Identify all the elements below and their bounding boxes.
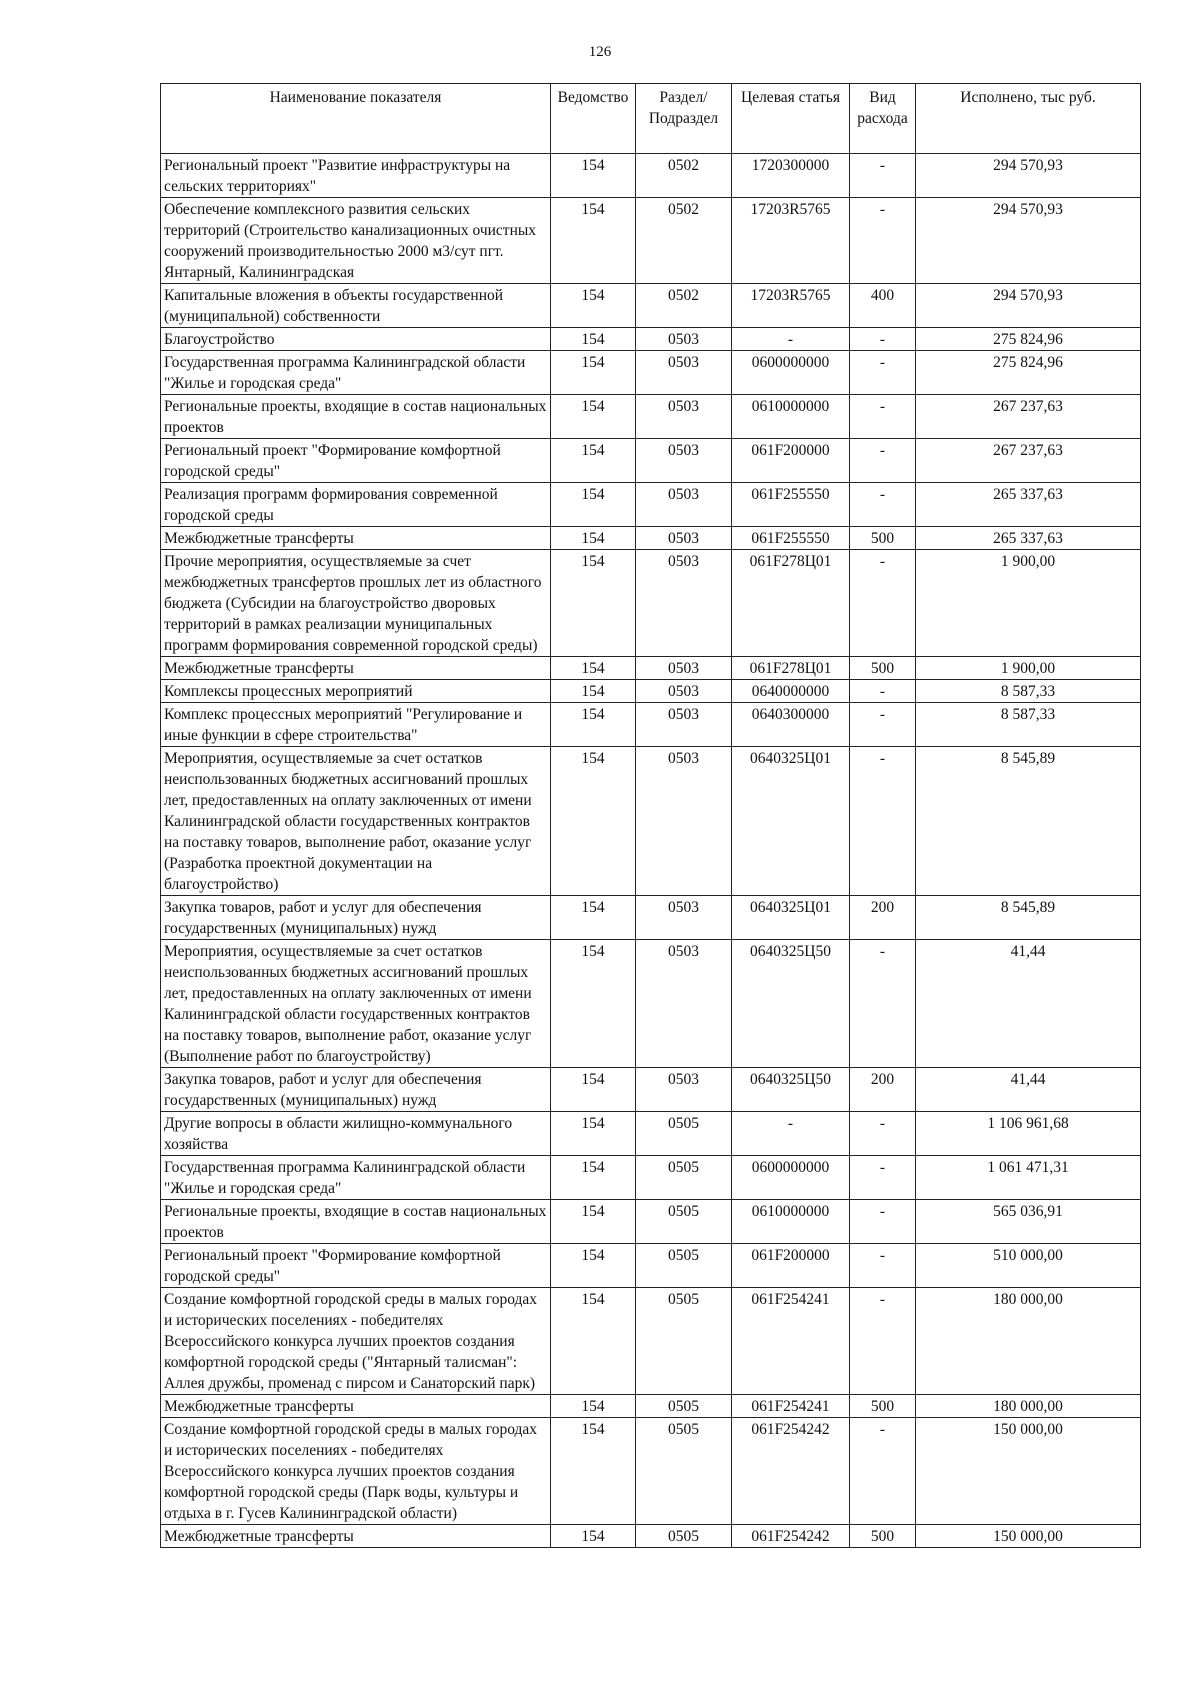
cell-target: 17203R5765 xyxy=(732,284,850,328)
cell-vedomstvo: 154 xyxy=(551,1068,636,1112)
table-row xyxy=(161,351,1141,395)
cell-target: 0640325Ц01 xyxy=(732,896,850,940)
cell-razdel: 0502 xyxy=(636,154,732,198)
cell-target: 0640325Ц50 xyxy=(732,940,850,1068)
cell-razdel: 0503 xyxy=(636,527,732,550)
cell-target: - xyxy=(732,1112,850,1156)
cell-name: Государственная программа Калининградской области "Жилье и городская среда" xyxy=(161,1156,551,1200)
cell-razdel: 0505 xyxy=(636,1395,732,1418)
cell-target: 061F254241 xyxy=(732,1395,850,1418)
cell-amount: 180 000,00 xyxy=(916,1288,1141,1395)
table-row xyxy=(161,550,1141,657)
cell-vedomstvo: 154 xyxy=(551,1200,636,1244)
table-row xyxy=(161,1288,1141,1395)
table-row xyxy=(161,198,1141,284)
cell-vid: 500 xyxy=(850,657,916,680)
cell-amount: 294 570,93 xyxy=(916,198,1141,284)
cell-vedomstvo: 154 xyxy=(551,703,636,747)
cell-amount: 565 036,91 xyxy=(916,1200,1141,1244)
cell-vedomstvo: 154 xyxy=(551,1112,636,1156)
cell-vedomstvo: 154 xyxy=(551,940,636,1068)
cell-vedomstvo: 154 xyxy=(551,896,636,940)
table-row xyxy=(161,483,1141,527)
cell-target: 0600000000 xyxy=(732,351,850,395)
cell-target: 0610000000 xyxy=(732,395,850,439)
cell-name: Региональные проекты, входящие в состав национальных проектов xyxy=(161,1200,551,1244)
cell-vedomstvo: 154 xyxy=(551,527,636,550)
cell-amount: 8 545,89 xyxy=(916,896,1141,940)
cell-razdel: 0503 xyxy=(636,1068,732,1112)
cell-vid: 500 xyxy=(850,527,916,550)
cell-amount: 8 587,33 xyxy=(916,680,1141,703)
cell-vedomstvo: 154 xyxy=(551,154,636,198)
header-name: Наименование показателя xyxy=(161,84,551,154)
cell-razdel: 0503 xyxy=(636,395,732,439)
table-body xyxy=(161,154,1141,1548)
cell-target: 061F255550 xyxy=(732,483,850,527)
cell-name: Региональный проект "Развитие инфраструктуры на сельских территориях" xyxy=(161,154,551,198)
cell-vid: - xyxy=(850,483,916,527)
cell-name: Межбюджетные трансферты xyxy=(161,657,551,680)
table-row xyxy=(161,1395,1141,1418)
cell-vid: - xyxy=(850,1112,916,1156)
cell-vedomstvo: 154 xyxy=(551,439,636,483)
cell-vedomstvo: 154 xyxy=(551,1288,636,1395)
cell-amount: 265 337,63 xyxy=(916,527,1141,550)
cell-target: 0640325Ц01 xyxy=(732,747,850,896)
cell-vedomstvo: 154 xyxy=(551,1156,636,1200)
cell-name: Закупка товаров, работ и услуг для обеспечения государственных (муниципальных) нужд xyxy=(161,896,551,940)
cell-vid: - xyxy=(850,351,916,395)
cell-razdel: 0505 xyxy=(636,1112,732,1156)
table-row xyxy=(161,747,1141,896)
cell-target: 17203R5765 xyxy=(732,198,850,284)
cell-name: Капитальные вложения в объекты государственной (муниципальной) собственности xyxy=(161,284,551,328)
cell-amount: 8 587,33 xyxy=(916,703,1141,747)
cell-vid: 500 xyxy=(850,1395,916,1418)
cell-amount: 294 570,93 xyxy=(916,284,1141,328)
cell-vid: - xyxy=(850,747,916,896)
cell-name: Реализация программ формирования современной городской среды xyxy=(161,483,551,527)
cell-razdel: 0505 xyxy=(636,1244,732,1288)
cell-amount: 180 000,00 xyxy=(916,1395,1141,1418)
cell-vid: - xyxy=(850,940,916,1068)
cell-razdel: 0502 xyxy=(636,198,732,284)
cell-target: 0640325Ц50 xyxy=(732,1068,850,1112)
cell-razdel: 0503 xyxy=(636,940,732,1068)
cell-name: Другие вопросы в области жилищно-коммунального хозяйства xyxy=(161,1112,551,1156)
cell-amount: 41,44 xyxy=(916,1068,1141,1112)
header-razdel: Раздел/ Подраздел xyxy=(636,84,732,154)
cell-name: Обеспечение комплексного развития сельских территорий (Строительство канализационных очистных сооружений производительностью 2000 м3/сут пгт. Янтарный, Калининградская xyxy=(161,198,551,284)
table-row xyxy=(161,1418,1141,1525)
cell-name: Благоустройство xyxy=(161,328,551,351)
header-vedomstvo: Ведомство xyxy=(551,84,636,154)
cell-amount: 267 237,63 xyxy=(916,395,1141,439)
cell-name: Региональный проект "Формирование комфортной городской среды" xyxy=(161,439,551,483)
table-row xyxy=(161,1525,1141,1548)
cell-razdel: 0505 xyxy=(636,1156,732,1200)
cell-name: Межбюджетные трансферты xyxy=(161,1395,551,1418)
table-row xyxy=(161,680,1141,703)
cell-amount: 1 106 961,68 xyxy=(916,1112,1141,1156)
cell-amount: 275 824,96 xyxy=(916,328,1141,351)
cell-razdel: 0505 xyxy=(636,1288,732,1395)
cell-name: Закупка товаров, работ и услуг для обеспечения государственных (муниципальных) нужд xyxy=(161,1068,551,1112)
page-number: 126 xyxy=(588,44,612,60)
cell-target: - xyxy=(732,328,850,351)
cell-razdel: 0503 xyxy=(636,657,732,680)
cell-target: 0640300000 xyxy=(732,703,850,747)
table-row xyxy=(161,395,1141,439)
table-row xyxy=(161,896,1141,940)
cell-vedomstvo: 154 xyxy=(551,1418,636,1525)
table-row xyxy=(161,1244,1141,1288)
cell-vid: 400 xyxy=(850,284,916,328)
cell-razdel: 0503 xyxy=(636,896,732,940)
cell-vid: - xyxy=(850,703,916,747)
cell-target: 061F255550 xyxy=(732,527,850,550)
cell-vid: 200 xyxy=(850,1068,916,1112)
cell-vedomstvo: 154 xyxy=(551,351,636,395)
cell-amount: 8 545,89 xyxy=(916,747,1141,896)
table-row xyxy=(161,657,1141,680)
cell-name: Прочие мероприятия, осуществляемые за счет межбюджетных трансфертов прошлых лет из областного бюджета (Субсидии на благоустройство дворовых территорий в рамках реализации муниципальных программ формирования современной городской среды) xyxy=(161,550,551,657)
cell-vedomstvo: 154 xyxy=(551,747,636,896)
header-target: Целевая статья xyxy=(732,84,850,154)
cell-vid: - xyxy=(850,680,916,703)
cell-vid: - xyxy=(850,439,916,483)
cell-amount: 510 000,00 xyxy=(916,1244,1141,1288)
cell-razdel: 0503 xyxy=(636,747,732,896)
budget-table xyxy=(160,83,1141,1548)
cell-vid: - xyxy=(850,328,916,351)
cell-razdel: 0505 xyxy=(636,1418,732,1525)
cell-name: Межбюджетные трансферты xyxy=(161,1525,551,1548)
cell-razdel: 0503 xyxy=(636,439,732,483)
header-amount: Исполнено, тыс руб. xyxy=(916,84,1141,154)
cell-amount: 267 237,63 xyxy=(916,439,1141,483)
cell-razdel: 0505 xyxy=(636,1200,732,1244)
table-row xyxy=(161,154,1141,198)
cell-vid: - xyxy=(850,1200,916,1244)
table-row xyxy=(161,527,1141,550)
cell-razdel: 0503 xyxy=(636,550,732,657)
cell-vid: - xyxy=(850,198,916,284)
cell-name: Межбюджетные трансферты xyxy=(161,527,551,550)
cell-vid: - xyxy=(850,550,916,657)
cell-vid: - xyxy=(850,1244,916,1288)
cell-amount: 1 900,00 xyxy=(916,657,1141,680)
table-row xyxy=(161,1200,1141,1244)
table-row xyxy=(161,1112,1141,1156)
cell-name: Комплексы процессных мероприятий xyxy=(161,680,551,703)
cell-amount: 1 900,00 xyxy=(916,550,1141,657)
cell-vid: - xyxy=(850,154,916,198)
cell-razdel: 0503 xyxy=(636,703,732,747)
cell-amount: 1 061 471,31 xyxy=(916,1156,1141,1200)
table-row xyxy=(161,439,1141,483)
table-header-row xyxy=(161,84,1141,154)
cell-amount: 150 000,00 xyxy=(916,1418,1141,1525)
cell-vedomstvo: 154 xyxy=(551,328,636,351)
cell-amount: 150 000,00 xyxy=(916,1525,1141,1548)
table-row xyxy=(161,284,1141,328)
cell-vedomstvo: 154 xyxy=(551,483,636,527)
cell-target: 061F254242 xyxy=(732,1525,850,1548)
cell-vid: - xyxy=(850,395,916,439)
cell-razdel: 0503 xyxy=(636,351,732,395)
cell-target: 0640000000 xyxy=(732,680,850,703)
table-row xyxy=(161,328,1141,351)
cell-target: 061F200000 xyxy=(732,439,850,483)
cell-vedomstvo: 154 xyxy=(551,284,636,328)
cell-name: Государственная программа Калининградской области "Жилье и городская среда" xyxy=(161,351,551,395)
cell-razdel: 0502 xyxy=(636,284,732,328)
cell-vid: 200 xyxy=(850,896,916,940)
cell-target: 0610000000 xyxy=(732,1200,850,1244)
cell-name: Мероприятия, осуществляемые за счет остатков неиспользованных бюджетных ассигнований прошлых лет, предоставленных на оплату заключенных от имени Калининградской области государственных контрактов на поставку товаров, выполнение работ, оказание услуг (Разработка проектной документации на благоустройство) xyxy=(161,747,551,896)
cell-razdel: 0503 xyxy=(636,328,732,351)
cell-vedomstvo: 154 xyxy=(551,680,636,703)
cell-name: Создание комфортной городской среды в малых городах и исторических поселениях - победителях Всероссийского конкурса лучших проектов создания комфортной городской среды (Парк воды, культуры и отдыха в г. Гусев Калининградской области) xyxy=(161,1418,551,1525)
cell-target: 061F254242 xyxy=(732,1418,850,1525)
cell-name: Создание комфортной городской среды в малых городах и исторических поселениях - победителях Всероссийского конкурса лучших проектов создания комфортной городской среды ("Янтарный талисман": Аллея дружбы, променад с пирсом и Санаторский парк) xyxy=(161,1288,551,1395)
cell-amount: 275 824,96 xyxy=(916,351,1141,395)
cell-target: 061F278Ц01 xyxy=(732,550,850,657)
cell-vedomstvo: 154 xyxy=(551,1525,636,1548)
cell-amount: 265 337,63 xyxy=(916,483,1141,527)
cell-vid: - xyxy=(850,1418,916,1525)
cell-name: Региональные проекты, входящие в состав национальных проектов xyxy=(161,395,551,439)
cell-razdel: 0503 xyxy=(636,680,732,703)
cell-vid: - xyxy=(850,1288,916,1395)
cell-vedomstvo: 154 xyxy=(551,657,636,680)
table-row xyxy=(161,1068,1141,1112)
cell-target: 1720300000 xyxy=(732,154,850,198)
cell-vedomstvo: 154 xyxy=(551,1244,636,1288)
table-row xyxy=(161,940,1141,1068)
cell-name: Региональный проект "Формирование комфортной городской среды" xyxy=(161,1244,551,1288)
cell-name: Комплекс процессных мероприятий "Регулирование и иные функции в сфере строительства" xyxy=(161,703,551,747)
cell-target: 0600000000 xyxy=(732,1156,850,1200)
cell-target: 061F200000 xyxy=(732,1244,850,1288)
cell-razdel: 0503 xyxy=(636,483,732,527)
cell-amount: 41,44 xyxy=(916,940,1141,1068)
table-row xyxy=(161,1156,1141,1200)
cell-vedomstvo: 154 xyxy=(551,550,636,657)
cell-vedomstvo: 154 xyxy=(551,395,636,439)
cell-razdel: 0505 xyxy=(636,1525,732,1548)
header-vid: Вид расхода xyxy=(850,84,916,154)
cell-vedomstvo: 154 xyxy=(551,198,636,284)
cell-vid: - xyxy=(850,1156,916,1200)
cell-target: 061F278Ц01 xyxy=(732,657,850,680)
cell-name: Мероприятия, осуществляемые за счет остатков неиспользованных бюджетных ассигнований прошлых лет, предоставленных на оплату заключенных от имени Калининградской области государственных контрактов на поставку товаров, выполнение работ, оказание услуг (Выполнение работ по благоустройству) xyxy=(161,940,551,1068)
cell-target: 061F254241 xyxy=(732,1288,850,1395)
cell-vedomstvo: 154 xyxy=(551,1395,636,1418)
cell-amount: 294 570,93 xyxy=(916,154,1141,198)
table-row xyxy=(161,703,1141,747)
cell-vid: 500 xyxy=(850,1525,916,1548)
